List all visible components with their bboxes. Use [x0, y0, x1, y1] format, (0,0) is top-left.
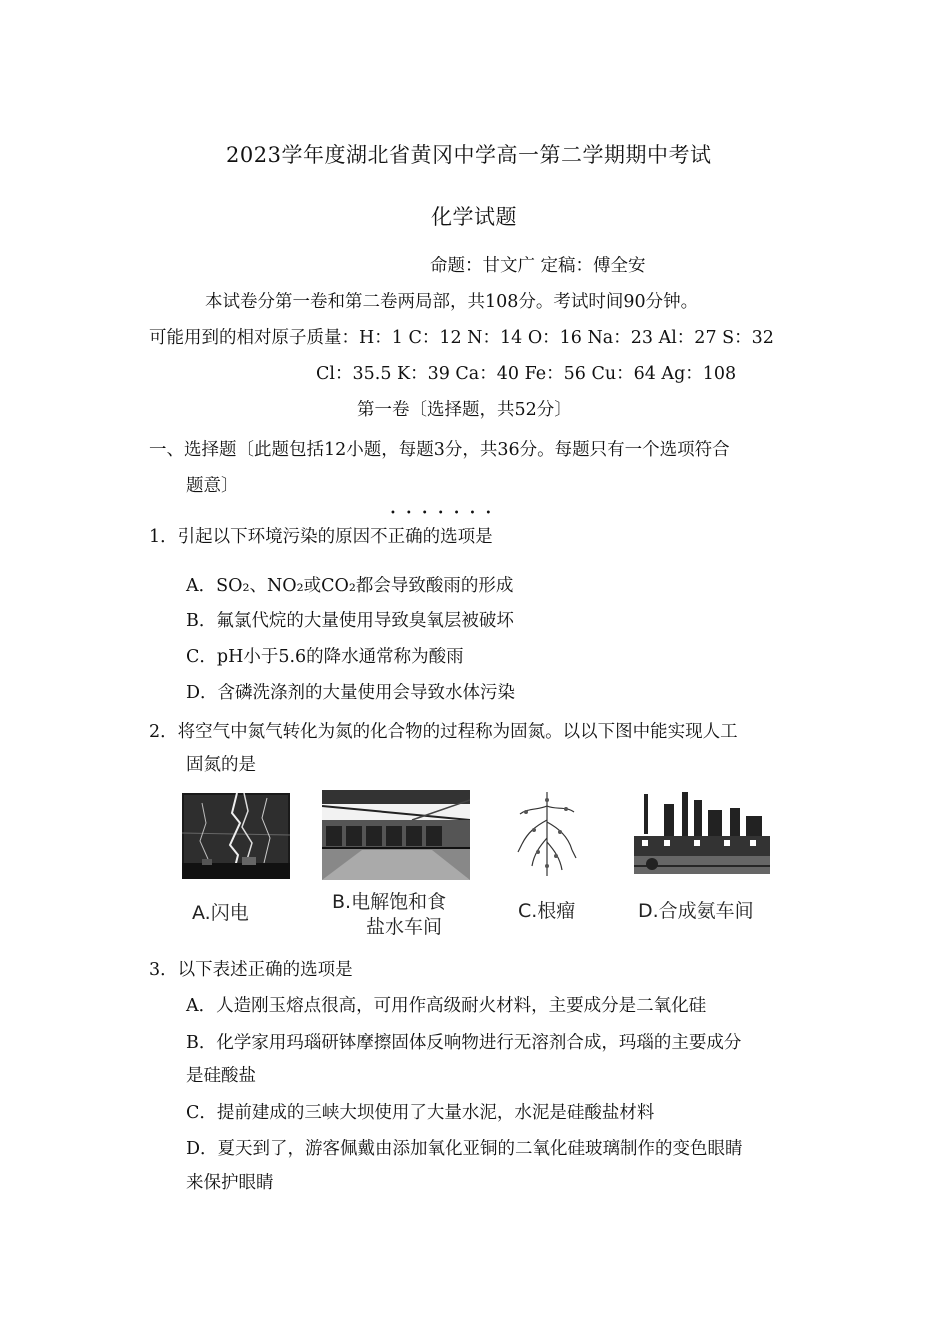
part1-instruction-line-1: 一、选择题〔此题包括12小题，每题3分，共36分。每题只有一个选项符合 [149, 440, 730, 460]
caption-a: A.闪电 [192, 902, 249, 924]
atomic-masses-line-1: 可能用到的相对原子质量：H：1 C：12 N：14 O：16 Na：23 Al：27 S：32 [149, 328, 774, 348]
intro-line: 本试卷分第一卷和第二卷两局部，共108分。考试时间90分钟。 [205, 292, 699, 312]
authors-line: 命题：甘文广 定稿：傅全安 [430, 256, 646, 276]
q2-stem-line-1: 2．将空气中氮气转化为氮的化合物的过程称为固氮。以以下图中能实现人工 [149, 722, 738, 742]
q3-option-d-line-1: D．夏天到了，游客佩戴由添加氧化亚铜的二氧化硅玻璃制作的变色眼睛 [186, 1139, 743, 1159]
q1-option-d: D．含磷洗涤剂的大量使用会导致水体污染 [186, 683, 516, 703]
root-nodule-image [514, 792, 580, 876]
q1-option-a: A．SO₂、NO₂或CO₂都会导致酸雨的形成 [186, 576, 514, 596]
q1-stem: 1．引起以下环境污染的原因不正确的选项是 [149, 527, 493, 547]
exam-title: 2023学年度湖北省黄冈中学高一第二学期期中考试 [226, 143, 712, 167]
part1-instruction-line-2: 题意〕 [186, 476, 239, 496]
caption-b-line-1: B.电解饱和食 [332, 891, 447, 913]
electrolysis-hall-image [322, 790, 470, 880]
subject-title: 化学试题 [431, 205, 517, 229]
caption-d: D.合成氨车间 [638, 900, 754, 922]
emphasis-dots: ••••••• [390, 508, 502, 519]
q3-option-a: A．人造刚玉熔点很高，可用作高级耐火材料，主要成分是二氧化硅 [186, 996, 707, 1016]
q3-option-c: C．提前建成的三峡大坝使用了大量水泥，水泥是硅酸盐材料 [186, 1103, 655, 1123]
caption-c: C.根瘤 [518, 900, 576, 922]
q2-stem-line-2: 固氮的是 [186, 755, 256, 775]
q3-option-b-line-2: 是硅酸盐 [186, 1066, 256, 1086]
q3-option-d-line-2: 来保护眼睛 [186, 1173, 274, 1193]
q1-option-c: C．pH小于5.6的降水通常称为酸雨 [186, 647, 464, 667]
q3-stem: 3．以下表述正确的选项是 [149, 960, 353, 980]
ammonia-plant-image [634, 790, 770, 880]
q1-option-b: B．氟氯代烷的大量使用导致臭氧层被破坏 [186, 611, 514, 631]
volume-heading: 第一卷〔选择题，共52分〕 [357, 400, 572, 420]
q3-option-b-line-1: B．化学家用玛瑙研钵摩擦固体反响物进行无溶剂合成，玛瑙的主要成分 [186, 1033, 742, 1053]
atomic-masses-line-2: Cl：35.5 K：39 Ca：40 Fe：56 Cu：64 Ag：108 [316, 364, 737, 384]
caption-b-line-2: 盐水车间 [366, 916, 443, 938]
lightning-image [182, 793, 290, 879]
